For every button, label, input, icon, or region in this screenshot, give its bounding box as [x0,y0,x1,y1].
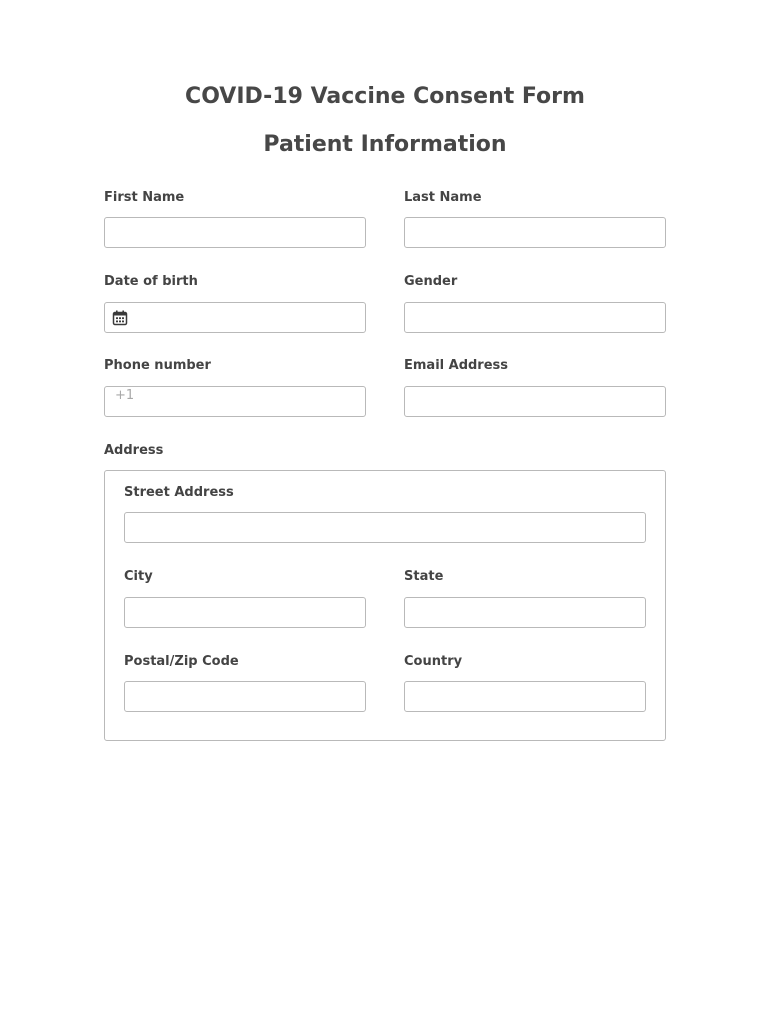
date-of-birth-label: Date of birth [104,274,198,289]
date-of-birth-input[interactable] [104,302,366,333]
country-input[interactable] [404,681,646,712]
city-label: City [124,569,153,584]
email-address-input[interactable] [404,386,666,417]
postal-code-label: Postal/Zip Code [124,654,239,669]
street-address-label: Street Address [124,485,234,500]
city-input[interactable] [124,597,366,628]
last-name-input[interactable] [404,217,666,248]
first-name-input[interactable] [104,217,366,248]
address-label: Address [104,443,164,458]
phone-number-label: Phone number [104,358,211,373]
phone-number-input[interactable] [104,386,366,417]
street-address-input[interactable] [124,512,646,543]
last-name-label: Last Name [404,190,482,205]
state-input[interactable] [404,597,646,628]
email-address-label: Email Address [404,358,509,373]
country-label: Country [404,654,463,669]
gender-label: Gender [404,274,458,289]
gender-input[interactable] [404,302,666,333]
postal-code-input[interactable] [124,681,366,712]
section-title: Patient Information [263,132,507,157]
calendar-icon[interactable] [112,310,128,326]
form-title: COVID-19 Vaccine Consent Form [185,84,585,109]
first-name-label: First Name [104,190,185,205]
state-label: State [404,569,444,584]
